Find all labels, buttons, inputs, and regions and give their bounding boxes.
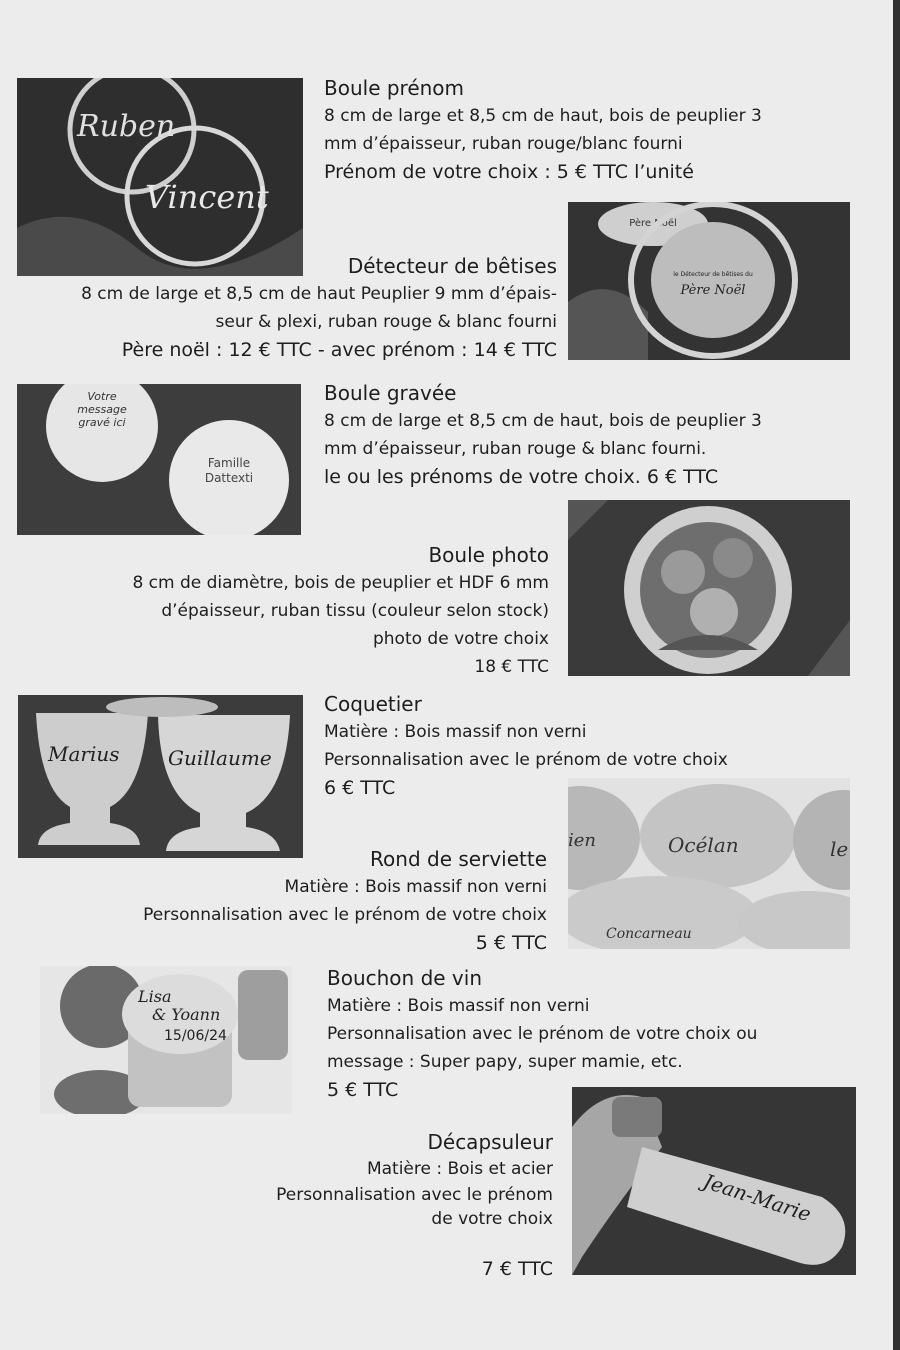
photo-boule-prenom	[17, 78, 303, 276]
product-line: d’épaisseur, ruban tissu (couleur selon stock)	[161, 601, 549, 621]
product-line: mm d’épaisseur, ruban rouge & blanc fourni.	[324, 439, 707, 459]
photo-text: Famille Dattexti	[204, 456, 254, 485]
product-price: 5 € TTC	[327, 1079, 399, 1101]
product-rond-serviette	[143, 845, 547, 958]
photo-text: Marius	[48, 742, 120, 766]
product-line: 8 cm de large et 8,5 cm de haut, bois de peuplier 3	[324, 106, 762, 126]
product-line: message : Super papy, super mamie, etc.	[327, 1052, 683, 1072]
product-line: Personnalisation avec le prénom de votre choix ou	[327, 1024, 758, 1044]
product-boule-gravee	[324, 379, 762, 492]
product-line: 8 cm de diamètre, bois de peuplier et HDF 6 mm	[132, 573, 549, 593]
photo-decapsuleur	[572, 1087, 856, 1275]
photo-coquetier	[18, 695, 303, 858]
product-line: 8 cm de large et 8,5 cm de haut, bois de peuplier 3	[324, 411, 762, 431]
photo-text: & Yoann	[152, 1005, 221, 1024]
product-title: Détecteur de bêtises	[347, 254, 557, 278]
product-title: Boule prénom	[324, 76, 465, 100]
photo-text: le	[830, 837, 849, 861]
photo-text: Jean-Marie	[700, 1168, 815, 1227]
product-price: 7 € TTC	[481, 1258, 553, 1280]
product-line: Matière : Bois massif non verni	[324, 722, 587, 742]
product-line: Personnalisation avec le prénom de votre choix	[324, 750, 728, 770]
photo-boule-gravee	[17, 384, 301, 535]
photo-rond-serviette	[568, 778, 850, 949]
product-title: Boule gravée	[324, 381, 457, 405]
photo-text: ien	[568, 830, 597, 851]
product-title: Rond de serviette	[370, 847, 547, 871]
product-price: Prénom de votre choix : 5 € TTC l’unité	[324, 161, 694, 183]
photo-text: 15/06/24	[164, 1028, 227, 1044]
product-line: photo de votre choix	[372, 629, 549, 649]
product-line: 8 cm de large et 8,5 cm de haut Peuplier 9 mm d’épais-	[81, 284, 557, 304]
product-line: seur & plexi, ruban rouge & blanc fourni	[215, 312, 557, 332]
product-title: Coquetier	[324, 692, 422, 716]
photo-text: le Détecteur de bêtises du	[673, 271, 753, 278]
product-boule-prenom	[324, 74, 762, 187]
photo-boule-photo	[568, 500, 850, 676]
product-title: Décapsuleur	[427, 1130, 553, 1154]
product-price: Père noël : 12 € TTC - avec prénom : 14 € TTC	[121, 339, 557, 361]
product-boule-photo	[132, 541, 549, 681]
product-line: Personnalisation avec le prénom	[276, 1185, 553, 1205]
product-decapsuleur	[276, 1128, 553, 1284]
photo-text: Père Noël	[680, 283, 746, 298]
product-line: Matière : Bois et acier	[366, 1159, 553, 1179]
product-line: Personnalisation avec le prénom de votre choix	[143, 905, 547, 925]
photo-text: Guillaume	[168, 746, 272, 770]
photo-text: Concarneau	[606, 926, 692, 942]
product-title: Boule photo	[428, 543, 549, 567]
photo-text: Père Noël	[629, 218, 677, 229]
photo-bouchon-vin	[40, 966, 292, 1114]
photo-text: Océlan	[668, 833, 739, 857]
photo-text: Votre message gravé ici	[77, 390, 127, 429]
product-line: mm d’épaisseur, ruban rouge/blanc fourni	[324, 134, 683, 154]
product-price: 5 € TTC	[475, 932, 547, 954]
product-detecteur-betises	[81, 252, 557, 365]
product-line: Matière : Bois massif non verni	[327, 996, 590, 1016]
photo-text: Ruben	[77, 109, 176, 144]
photo-text: Lisa	[138, 987, 172, 1006]
photo-text: Vincent	[145, 178, 269, 216]
product-price: le ou les prénoms de votre choix. 6 € TTC	[324, 466, 719, 488]
product-line: Matière : Bois massif non verni	[284, 877, 547, 897]
product-bouchon-vin	[327, 964, 757, 1105]
product-title: Bouchon de vin	[327, 966, 482, 990]
photo-detecteur-betises	[568, 202, 850, 360]
product-price: 6 € TTC	[324, 777, 396, 799]
product-line: de votre choix	[431, 1209, 553, 1229]
product-price: 18 € TTC	[474, 657, 549, 677]
